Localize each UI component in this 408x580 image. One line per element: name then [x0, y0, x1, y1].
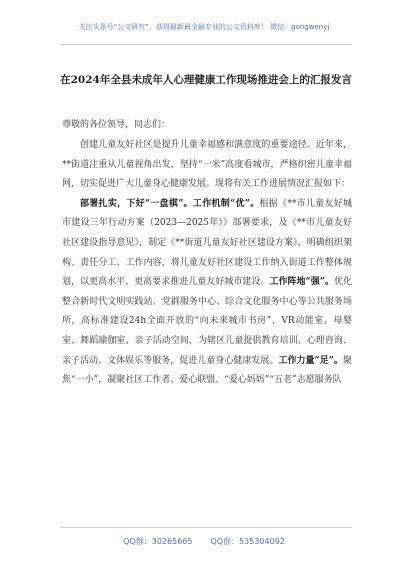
header-banner: 关注头条号“公文研究”，获得最新最全最专业的公文资料库！ 微信：gongwenyj [78, 23, 330, 31]
document-body [62, 136, 352, 391]
section-heading-deployment: 部署扎实，下好“一盘棋”。工作机制“优”。 [80, 198, 260, 209]
salutation: 尊敬的各位领导，同志们： [62, 120, 171, 130]
section-heading-positions: 工作阵地“强”。 [269, 277, 334, 288]
document-title: 在2024年全县未成年人心理健康工作现场推进会上的汇报发言 [60, 74, 352, 86]
paragraph-text-positions: 优化整合新时代文明实践站、党群服务中心、综合文化服务中心等公共服务场所，高标准建设24h全面开放的“向未来城市书房”、VR动能室、母婴室、舞蹈瑜伽室、亲子活动空间，为辖区儿童提供教育培训、心理咨询、亲子活动、文体娱乐等服务，促进儿童身心健康发展。 [62, 277, 352, 366]
paragraph-text-strength: 聚焦“一小”，凝聚社区工作者、爱心联盟、“爱心妈妈”“五老”志愿服务队 [62, 355, 352, 386]
footer-qq-group-2: QQ群：535304092 [210, 537, 285, 546]
footer-qq-group-1: QQ群：30265665 [123, 537, 193, 546]
paragraph-work-deployment [62, 195, 352, 391]
footer [0, 536, 408, 547]
section-heading-strength: 工作力量“足”。 [278, 355, 343, 366]
header-divider [60, 44, 352, 45]
paragraph-intro: 创建儿童友好社区是提升儿童幸福感和满意度的重要途径。近年来，**街道注重从儿童视角出发，坚持“一米”高度看城市，严格织密儿童幸福网，切实促进广大儿童身心健康发展。现将有关工作进展情况汇报如下： [62, 140, 352, 190]
paragraph-text-mechanism: 根据《**市儿童友好城市建设三年行动方案（2023—2025年）》部署要求，及《**市儿童友好社区建设指导意见》，制定《**街道儿童友好社区建设方案》，明确组织架构、责任分工、工作内容，将儿童友好社区建设工作纳入街道工作整体规划，以更高水平、更高要求推进儿童友好城市建设。 [62, 198, 352, 288]
footer-divider [60, 527, 352, 528]
